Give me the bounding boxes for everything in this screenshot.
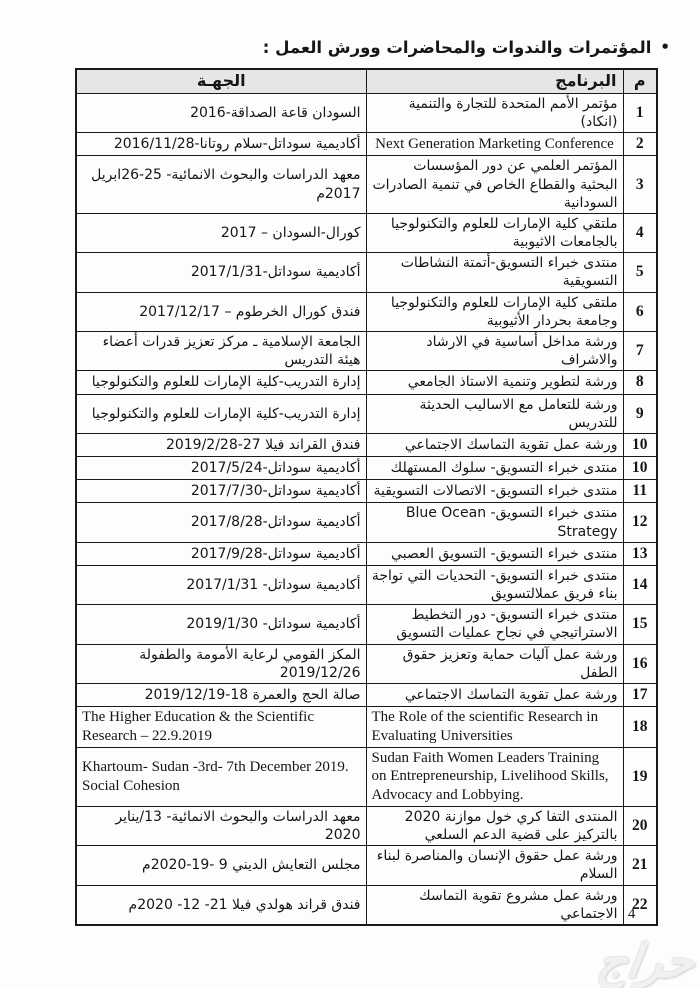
venue-cell: أكاديمية سوداتل-2017/7/30	[76, 480, 366, 503]
program-cell: منتدى خبراء التسويق- سلوك المستهلك	[366, 457, 623, 480]
table-row	[76, 885, 657, 925]
table-row	[76, 747, 657, 806]
venue-cell: The Higher Education & the Scientific Research – 22.9.2019	[76, 707, 366, 748]
table-row	[76, 394, 657, 433]
table-row	[76, 503, 657, 542]
table-row	[76, 806, 657, 845]
list-bullet-icon: •	[660, 38, 670, 56]
table-row	[76, 707, 657, 748]
program-cell: منتدى خبراء التسويق- الاتصالات التسويقية	[366, 480, 623, 503]
program-cell: المنتدى التفا كري خول موازنة 2020 بالتركيز على قضية الدعم السلعي	[366, 806, 623, 845]
table-row	[76, 683, 657, 706]
program-cell: المؤتمر العلمي عن دور المؤسسات البحثية والقطاع الخاص في تنمية الصادرات السودانية	[366, 156, 623, 214]
venue-cell: مجلس التعايش الديني 9 -19-2020م	[76, 846, 366, 885]
table-row	[76, 292, 657, 331]
row-number-cell: 13	[623, 542, 657, 565]
venue-cell: أكاديمية سوداتل-2017/5/24	[76, 457, 366, 480]
program-cell: منتدى خبراء التسويق- التسويق العصبي	[366, 542, 623, 565]
header-number: م	[623, 69, 657, 93]
row-number-cell: 5	[623, 253, 657, 292]
row-number-cell: 15	[623, 605, 657, 644]
table-row	[76, 542, 657, 565]
venue-cell: فندق قراند هولدي فيلا 21- 12- 2020م	[76, 885, 366, 925]
row-number-cell: 1	[623, 93, 657, 132]
table-row	[76, 253, 657, 292]
venue-cell: المكز القومي لرعاية الأمومة والطفولة 2019/12/26	[76, 644, 366, 683]
table-row	[76, 644, 657, 683]
table-row	[76, 133, 657, 156]
venue-cell: فندق كورال الخرطوم – 2017/12/17	[76, 292, 366, 331]
program-cell: ملتقي كلية الإمارات للعلوم والتكنولوجيا بالجامعات الاثيوبية	[366, 213, 623, 252]
venue-cell: إدارة التدريب-كلية الإمارات للعلوم والتكنولوجيا	[76, 394, 366, 433]
table-row	[76, 605, 657, 644]
venue-cell: أكاديمية سوداتل- 2019/1/30	[76, 605, 366, 644]
row-number-cell: 11	[623, 480, 657, 503]
venue-cell: معهد الدراسات والبحوث الانمائية- 13/يناير 2020	[76, 806, 366, 845]
row-number-cell: 22	[623, 885, 657, 925]
venue-cell: أكاديمية سوداتل-2017/8/28	[76, 503, 366, 542]
table-row	[76, 156, 657, 214]
row-number-cell: 10	[623, 433, 657, 456]
venue-cell: معهد الدراسات والبحوث الانمائية- 25-26ابريل 2017م	[76, 156, 366, 214]
venue-cell: الجامعة الإسلامية ـ مركز تعزيز قدرات أعضاء هيئة التدريس	[76, 332, 366, 371]
program-cell: ورشة عمل حقوق الإنسان والمناصرة لبناء السلام	[366, 846, 623, 885]
row-number-cell: 3	[623, 156, 657, 214]
program-cell: Sudan Faith Women Leaders Training on Entrepreneurship, Livelihood Skills, Advocacy and Lobbying.	[366, 747, 623, 806]
program-cell: ورشة عمل تقوية التماسك الاجتماعي	[366, 433, 623, 456]
row-number-cell: 4	[623, 213, 657, 252]
program-cell: ملتقى كلية الإمارات للعلوم والتكنولوجيا وجامعة بحردار الأثيوبية	[366, 292, 623, 331]
row-number-cell: 17	[623, 683, 657, 706]
row-number-cell: 21	[623, 846, 657, 885]
row-number-cell: 8	[623, 371, 657, 394]
row-number-cell: 9	[623, 394, 657, 433]
program-cell: ورشة عمل تقوية التماسك الاجتماعي	[366, 683, 623, 706]
program-cell: ورشة للتعامل مع الاساليب الحديثة للتدريس	[366, 394, 623, 433]
programs-table	[75, 68, 658, 926]
watermark-logo: حراج	[593, 934, 698, 988]
table-row	[76, 371, 657, 394]
table-row	[76, 480, 657, 503]
program-cell: ورشة عمل آليات حماية وتعزيز حقوق الطفل	[366, 644, 623, 683]
program-cell: ورشة عمل مشروع تقوية التماسك الاجتماعي	[366, 885, 623, 925]
venue-cell: أكاديمية سوداتل-سلام روتانا-2016/11/28	[76, 133, 366, 156]
table-row	[76, 93, 657, 132]
table-header-row	[76, 69, 657, 93]
program-cell: منتدى خبراء التسويق- Blue Ocean Strategy	[366, 503, 623, 542]
row-number-cell: 18	[623, 707, 657, 748]
program-cell: ورشة لتطوير وتنمية الاستاذ الجامعي	[366, 371, 623, 394]
venue-cell: إدارة التدريب-كلية الإمارات للعلوم والتكنولوجيا	[76, 371, 366, 394]
row-number-cell: 19	[623, 747, 657, 806]
table-row	[76, 332, 657, 371]
table-row	[76, 565, 657, 604]
header-program: البرنامج	[366, 69, 623, 93]
table-row	[76, 846, 657, 885]
venue-cell: فندق القراند فيلا 27-2019/2/28	[76, 433, 366, 456]
program-cell: ورشة مداخل أساسية في الارشاد والاشراف	[366, 332, 623, 371]
row-number-cell: 14	[623, 565, 657, 604]
venue-cell: أكاديمية سوداتل-2017/1/31	[76, 253, 366, 292]
venue-cell: أكاديمية سوداتل-2017/9/28	[76, 542, 366, 565]
table-row	[76, 457, 657, 480]
row-number-cell: 7	[623, 332, 657, 371]
row-number-cell: 6	[623, 292, 657, 331]
program-cell: The Role of the scientific Research in Evaluating Universities	[366, 707, 623, 748]
table-body	[76, 93, 657, 925]
venue-cell: السودان قاعة الصداقة-2016	[76, 93, 366, 132]
program-cell: منتدى خبراء التسويق- دور التخطيط الاستراتيجي في نجاح عمليات التسويق	[366, 605, 623, 644]
program-cell: منتدى خبراء التسويق-أتمتة النشاطات التسويقية	[366, 253, 623, 292]
page-number: 4	[628, 906, 636, 922]
venue-cell: صالة الحج والعمرة 18-2019/12/19	[76, 683, 366, 706]
row-number-cell: 16	[623, 644, 657, 683]
venue-cell: Khartoum- Sudan -3rd- 7th December 2019. Social Cohesion	[76, 747, 366, 806]
program-cell: منتدى خبراء التسويق- التحديات التي تواجة بناء فريق عملالتسويق	[366, 565, 623, 604]
row-number-cell: 2	[623, 133, 657, 156]
section-title-line	[263, 38, 670, 57]
section-title: المؤتمرات والندوات والمحاضرات وورش العمل :	[262, 38, 652, 57]
program-cell: Next Generation Marketing Conference	[366, 133, 623, 156]
row-number-cell: 12	[623, 503, 657, 542]
row-number-cell: 10	[623, 457, 657, 480]
row-number-cell: 20	[623, 806, 657, 845]
table-header	[76, 69, 657, 93]
venue-cell: أكاديمية سوداتل- 2017/1/31	[76, 565, 366, 604]
program-cell: مؤتمر الأمم المتحدة للتجارة والتنمية (انكاد)	[366, 93, 623, 132]
table-row	[76, 433, 657, 456]
header-venue: الجهـة	[76, 69, 366, 93]
table-row	[76, 213, 657, 252]
venue-cell: كورال-السودان – 2017	[76, 213, 366, 252]
